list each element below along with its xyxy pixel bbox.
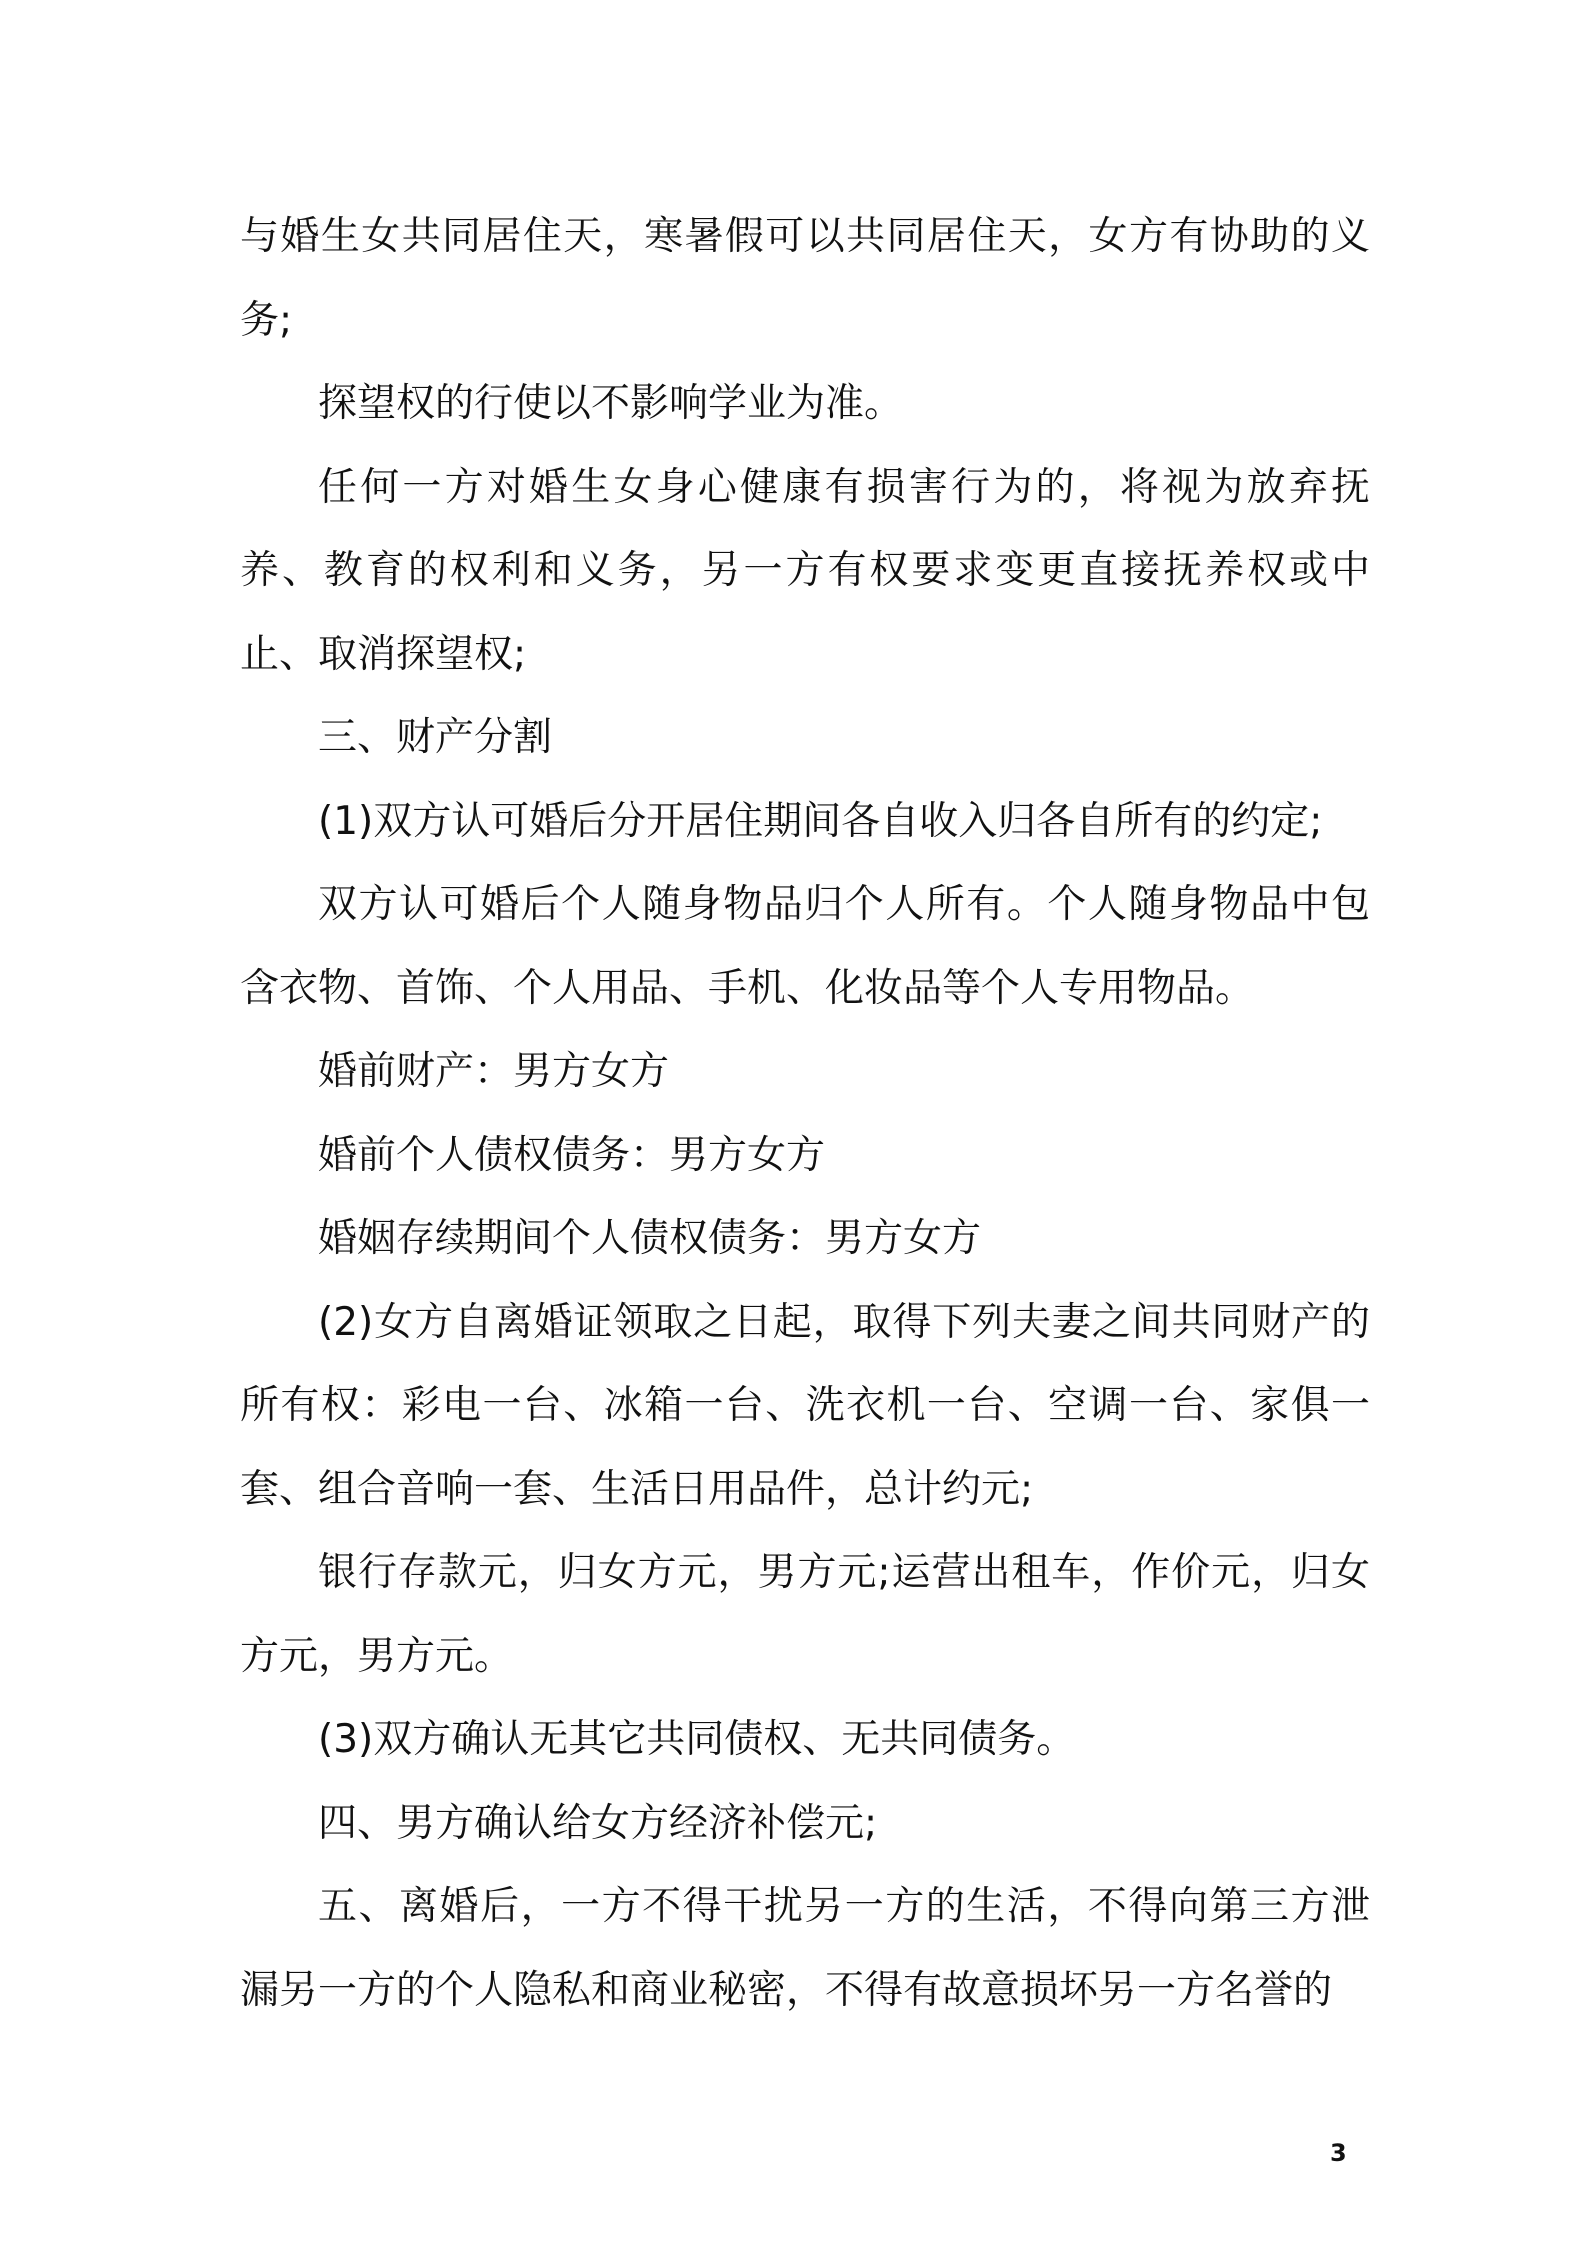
paragraph-no-joint-debts: (3)双方确认无其它共同债权、无共同债务。	[318, 1717, 1076, 1762]
paragraph-bank-deposit: 银行存款元，归女方元，男方元;运营出租车，作价元，归女方元，男方元。	[240, 1550, 1370, 1679]
page-number: 3	[1330, 2139, 1347, 2167]
paragraph-compensation: 四、男方确认给女方经济补偿元;	[318, 1800, 878, 1846]
document-body	[240, 195, 1370, 2032]
paragraph-joint-property: (2)女方自离婚证领取之日起，取得下列夫妻之间共同财产的所有权：彩电一台、冰箱一台、洗衣机一台、空调一台、家俱一套、组合音响一套、生活日用品件，总计约元;	[240, 1299, 1370, 1512]
paragraph-premarital-debts: 婚前个人债权债务：男方女方	[318, 1132, 826, 1178]
paragraph-visitation-schooling: 探望权的行使以不影响学业为准。	[318, 381, 904, 426]
paragraph-marriage-debts: 婚姻存续期间个人债权债务：男方女方	[318, 1216, 982, 1261]
paragraph-harm-clause: 任何一方对婚生女身心健康有损害行为的，将视为放弃抚养、教育的权利和义务，另一方有权要求变更直接抚养权或中止、取消探望权;	[240, 464, 1370, 677]
section-heading-property-division: 三、财产分割	[318, 715, 553, 760]
paragraph-personal-belongings: 双方认可婚后个人随身物品归个人所有。个人随身物品中包含衣物、首饰、个人用品、手机、化妆品等个人专用物品。	[240, 882, 1370, 1011]
paragraph-income-agreement: (1)双方认可婚后分开居住期间各自收入归各自所有的约定;	[318, 798, 1323, 844]
paragraph-premarital-property: 婚前财产：男方女方	[318, 1049, 670, 1094]
paragraph-non-interference: 五、离婚后，一方不得干扰另一方的生活，不得向第三方泄漏另一方的个人隐私和商业秘密，不得有故意损坏另一方名誉的	[240, 1884, 1370, 2013]
paragraph-visitation-cohabitation: 与婚生女共同居住天，寒暑假可以共同居住天，女方有协助的义务;	[240, 214, 1370, 343]
